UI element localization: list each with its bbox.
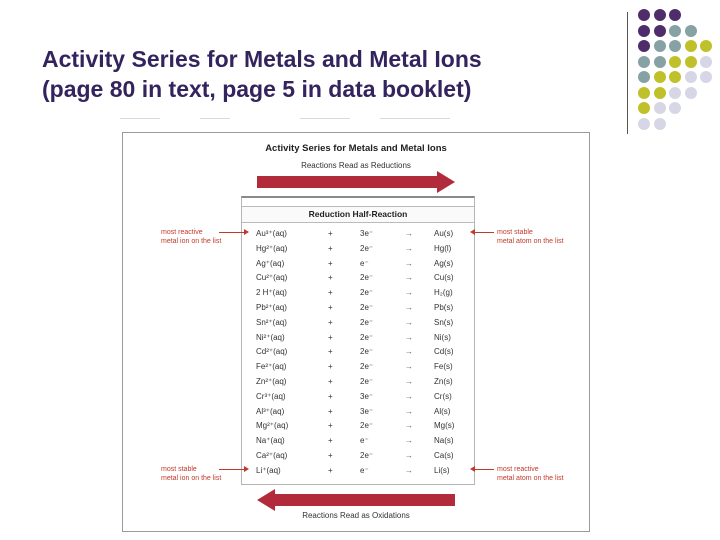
table-header: Reduction Half-Reaction	[242, 206, 474, 223]
electrons-cell: 2e⁻	[360, 362, 374, 372]
reductions-label: Reactions Read as Reductions	[301, 161, 411, 170]
decor-dot-olive	[685, 56, 697, 68]
product-cell: Ni(s)	[434, 332, 451, 342]
arrow-cell: →	[405, 421, 413, 431]
product-cell: Li(s)	[434, 465, 450, 475]
product-cell: Ca(s)	[434, 450, 454, 460]
electrons-cell: 2e⁻	[360, 302, 374, 312]
decor-dot-empty	[685, 9, 697, 21]
table-row	[242, 405, 474, 420]
electrons-cell: 2e⁻	[360, 347, 374, 357]
scan-artifact	[300, 118, 350, 119]
oxidations-arrow-shape	[257, 489, 455, 511]
electrons-cell: 2e⁻	[360, 317, 374, 327]
electrons-cell: 2e⁻	[360, 332, 374, 342]
decor-dot-lavender	[685, 71, 697, 83]
table-row	[242, 227, 474, 242]
note-top-right	[497, 229, 564, 246]
table-rows	[242, 227, 474, 479]
electrons-cell: 2e⁻	[360, 450, 374, 460]
electrons-cell: e⁻	[360, 465, 369, 475]
ion-cell: 2 H⁺(aq)	[256, 288, 287, 298]
electrons-cell: 2e⁻	[360, 376, 374, 386]
decor-dot-teal	[669, 25, 681, 37]
plus-cell: +	[328, 332, 333, 342]
reductions-arrow-shape	[257, 171, 455, 193]
decor-dot-teal	[638, 56, 650, 68]
table-row	[242, 419, 474, 434]
electrons-cell: 2e⁻	[360, 288, 374, 298]
plus-cell: +	[328, 376, 333, 386]
plus-cell: +	[328, 317, 333, 327]
ion-cell: Al³⁺(aq)	[256, 406, 285, 416]
table-row	[242, 257, 474, 272]
arrow-cell: →	[405, 302, 413, 312]
plus-cell: +	[328, 243, 333, 253]
decor-dot-teal	[654, 40, 666, 52]
arrow-cell: →	[405, 347, 413, 357]
decor-dot-purple	[654, 25, 666, 37]
note-top-left-pointer-icon	[219, 232, 245, 233]
decor-dot-empty	[685, 102, 697, 114]
plus-cell: +	[328, 465, 333, 475]
decor-dot-olive	[654, 87, 666, 99]
ion-cell: Cu²⁺(aq)	[256, 273, 288, 283]
product-cell: Mg(s)	[434, 421, 455, 431]
arrow-cell: →	[405, 258, 413, 268]
arrow-cell: →	[405, 317, 413, 327]
oxidations-arrow-icon	[257, 489, 455, 511]
decor-dot-purple	[638, 25, 650, 37]
ion-cell: Li⁺(aq)	[256, 465, 281, 475]
arrow-cell: →	[405, 465, 413, 475]
decor-dot-lavender	[700, 71, 712, 83]
table-row	[242, 464, 474, 479]
decor-dot-empty	[700, 87, 712, 99]
note-bottom-left-line-1: most stable	[161, 466, 197, 473]
ion-cell: Ni²⁺(aq)	[256, 332, 285, 342]
arrow-cell: →	[405, 288, 413, 298]
decor-dot-teal	[685, 25, 697, 37]
table-row	[242, 434, 474, 449]
plus-cell: +	[328, 362, 333, 372]
electrons-cell: 2e⁻	[360, 273, 374, 283]
decor-dot-lavender	[700, 56, 712, 68]
product-cell: Al(s)	[434, 406, 451, 416]
note-top-right-line-1: most stable	[497, 229, 533, 236]
table-row	[242, 360, 474, 375]
decor-dot-empty	[669, 118, 681, 130]
note-top-left-line-1: most reactive	[161, 229, 203, 236]
electrons-cell: 3e⁻	[360, 391, 374, 401]
booklet-image	[122, 132, 590, 532]
note-bottom-left-line-2: metal ion on the list	[161, 474, 222, 482]
note-bottom-left	[161, 466, 221, 483]
electrons-cell: e⁻	[360, 258, 369, 268]
decor-dot-purple	[654, 9, 666, 21]
electrons-cell: 3e⁻	[360, 406, 374, 416]
decor-dot-lavender	[685, 87, 697, 99]
ion-cell: Mg²⁺(aq)	[256, 421, 289, 431]
plus-cell: +	[328, 302, 333, 312]
product-cell: Na(s)	[434, 436, 454, 446]
product-cell: Zn(s)	[434, 376, 453, 386]
decor-dot-lavender	[654, 118, 666, 130]
electrons-cell: 2e⁻	[360, 421, 374, 431]
arrow-cell: →	[405, 450, 413, 460]
plus-cell: +	[328, 229, 333, 238]
ion-cell: Cd²⁺(aq)	[256, 347, 288, 357]
plus-cell: +	[328, 273, 333, 283]
plus-cell: +	[328, 391, 333, 401]
arrow-cell: →	[405, 436, 413, 446]
note-bottom-left-pointer-icon	[219, 469, 245, 470]
ion-cell: Ca²⁺(aq)	[256, 450, 288, 460]
electrons-cell: 3e⁻	[360, 229, 374, 238]
decor-dot-olive	[654, 71, 666, 83]
product-cell: Cd(s)	[434, 347, 454, 357]
electrons-cell: 2e⁻	[360, 243, 374, 253]
product-cell: Cu(s)	[434, 273, 454, 283]
decor-dot-purple	[638, 40, 650, 52]
ion-cell: Ag⁺(aq)	[256, 258, 285, 268]
arrow-cell: →	[405, 332, 413, 342]
note-top-right-line-2: metal atom on the list	[497, 237, 564, 245]
table-row	[242, 301, 474, 316]
oxidations-label: Reactions Read as Oxidations	[302, 511, 410, 520]
decor-dot-empty	[700, 118, 712, 130]
decor-dot-teal	[654, 56, 666, 68]
plus-cell: +	[328, 421, 333, 431]
decor-dot-olive	[669, 71, 681, 83]
decor-dot-teal	[669, 40, 681, 52]
note-top-left-line-2: metal ion on the list	[161, 237, 222, 245]
electrons-cell: e⁻	[360, 436, 369, 446]
slide-title-line-1: Activity Series for Metals and Metal Ions	[42, 46, 482, 72]
ion-cell: Sn²⁺(aq)	[256, 317, 287, 327]
note-bottom-right-pointer-icon	[474, 469, 494, 470]
scan-artifact	[200, 118, 230, 119]
ion-cell: Fe²⁺(aq)	[256, 362, 287, 372]
table-row	[242, 316, 474, 331]
note-bottom-right-line-1: most reactive	[497, 466, 539, 473]
ion-cell: Au³⁺(aq)	[256, 229, 287, 238]
booklet-title: Activity Series for Metals and Metal Ions	[265, 143, 447, 154]
note-bottom-right	[497, 466, 564, 483]
decor-dot-teal	[638, 71, 650, 83]
note-top-left	[161, 229, 221, 246]
arrow-cell: →	[405, 376, 413, 386]
decor-dot-grid	[638, 9, 720, 133]
table-row	[242, 390, 474, 405]
product-cell: H₂(g)	[434, 288, 453, 298]
plus-cell: +	[328, 288, 333, 298]
product-cell: Au(s)	[434, 229, 454, 238]
decor-dot-empty	[700, 9, 712, 21]
decor-dot-olive	[685, 40, 697, 52]
decor-dot-olive	[700, 40, 712, 52]
decor-dot-empty	[685, 118, 697, 130]
table-row	[242, 331, 474, 346]
decor-dot-olive	[669, 56, 681, 68]
decor-dot-olive	[638, 87, 650, 99]
plus-cell: +	[328, 436, 333, 446]
product-cell: Ag(s)	[434, 258, 454, 268]
decor-dot-empty	[700, 25, 712, 37]
arrow-cell: →	[405, 273, 413, 283]
decor-dot-lavender	[638, 118, 650, 130]
reductions-arrow-icon	[257, 171, 455, 193]
product-cell: Pb(s)	[434, 302, 454, 312]
ion-cell: Na⁺(aq)	[256, 436, 285, 446]
product-cell: Cr(s)	[434, 391, 452, 401]
arrow-cell: →	[405, 243, 413, 253]
decor-vertical-line	[627, 12, 628, 134]
slide-title-line-2: (page 80 in text, page 5 in data booklet)	[42, 76, 472, 102]
decor-dot-lavender	[654, 102, 666, 114]
decor-dot-purple	[669, 9, 681, 21]
slide-title	[42, 44, 612, 104]
arrow-cell: →	[405, 362, 413, 372]
scan-artifact	[380, 118, 450, 119]
table-row	[242, 345, 474, 360]
decor-dot-purple	[638, 9, 650, 21]
plus-cell: +	[328, 347, 333, 357]
ion-cell: Pb²⁺(aq)	[256, 302, 287, 312]
table-row	[242, 286, 474, 301]
ion-cell: Zn²⁺(aq)	[256, 376, 287, 386]
product-cell: Hg(l)	[434, 243, 452, 253]
reduction-table	[241, 196, 475, 485]
table-row	[242, 449, 474, 464]
ion-cell: Hg²⁺(aq)	[256, 243, 288, 253]
table-row	[242, 271, 474, 286]
decor-dot-olive	[638, 102, 650, 114]
decor-dot-lavender	[669, 102, 681, 114]
plus-cell: +	[328, 406, 333, 416]
decor-dot-empty	[700, 102, 712, 114]
product-cell: Fe(s)	[434, 362, 453, 372]
decor-dot-lavender	[669, 87, 681, 99]
arrow-cell: →	[405, 391, 413, 401]
table-row	[242, 375, 474, 390]
arrow-cell: →	[405, 229, 413, 238]
plus-cell: +	[328, 450, 333, 460]
plus-cell: +	[328, 258, 333, 268]
scan-artifact	[120, 118, 160, 119]
table-row	[242, 242, 474, 257]
ion-cell: Cr³⁺(aq)	[256, 391, 286, 401]
note-bottom-right-line-2: metal atom on the list	[497, 474, 564, 482]
arrow-cell: →	[405, 406, 413, 416]
note-top-right-pointer-icon	[474, 232, 494, 233]
product-cell: Sn(s)	[434, 317, 454, 327]
